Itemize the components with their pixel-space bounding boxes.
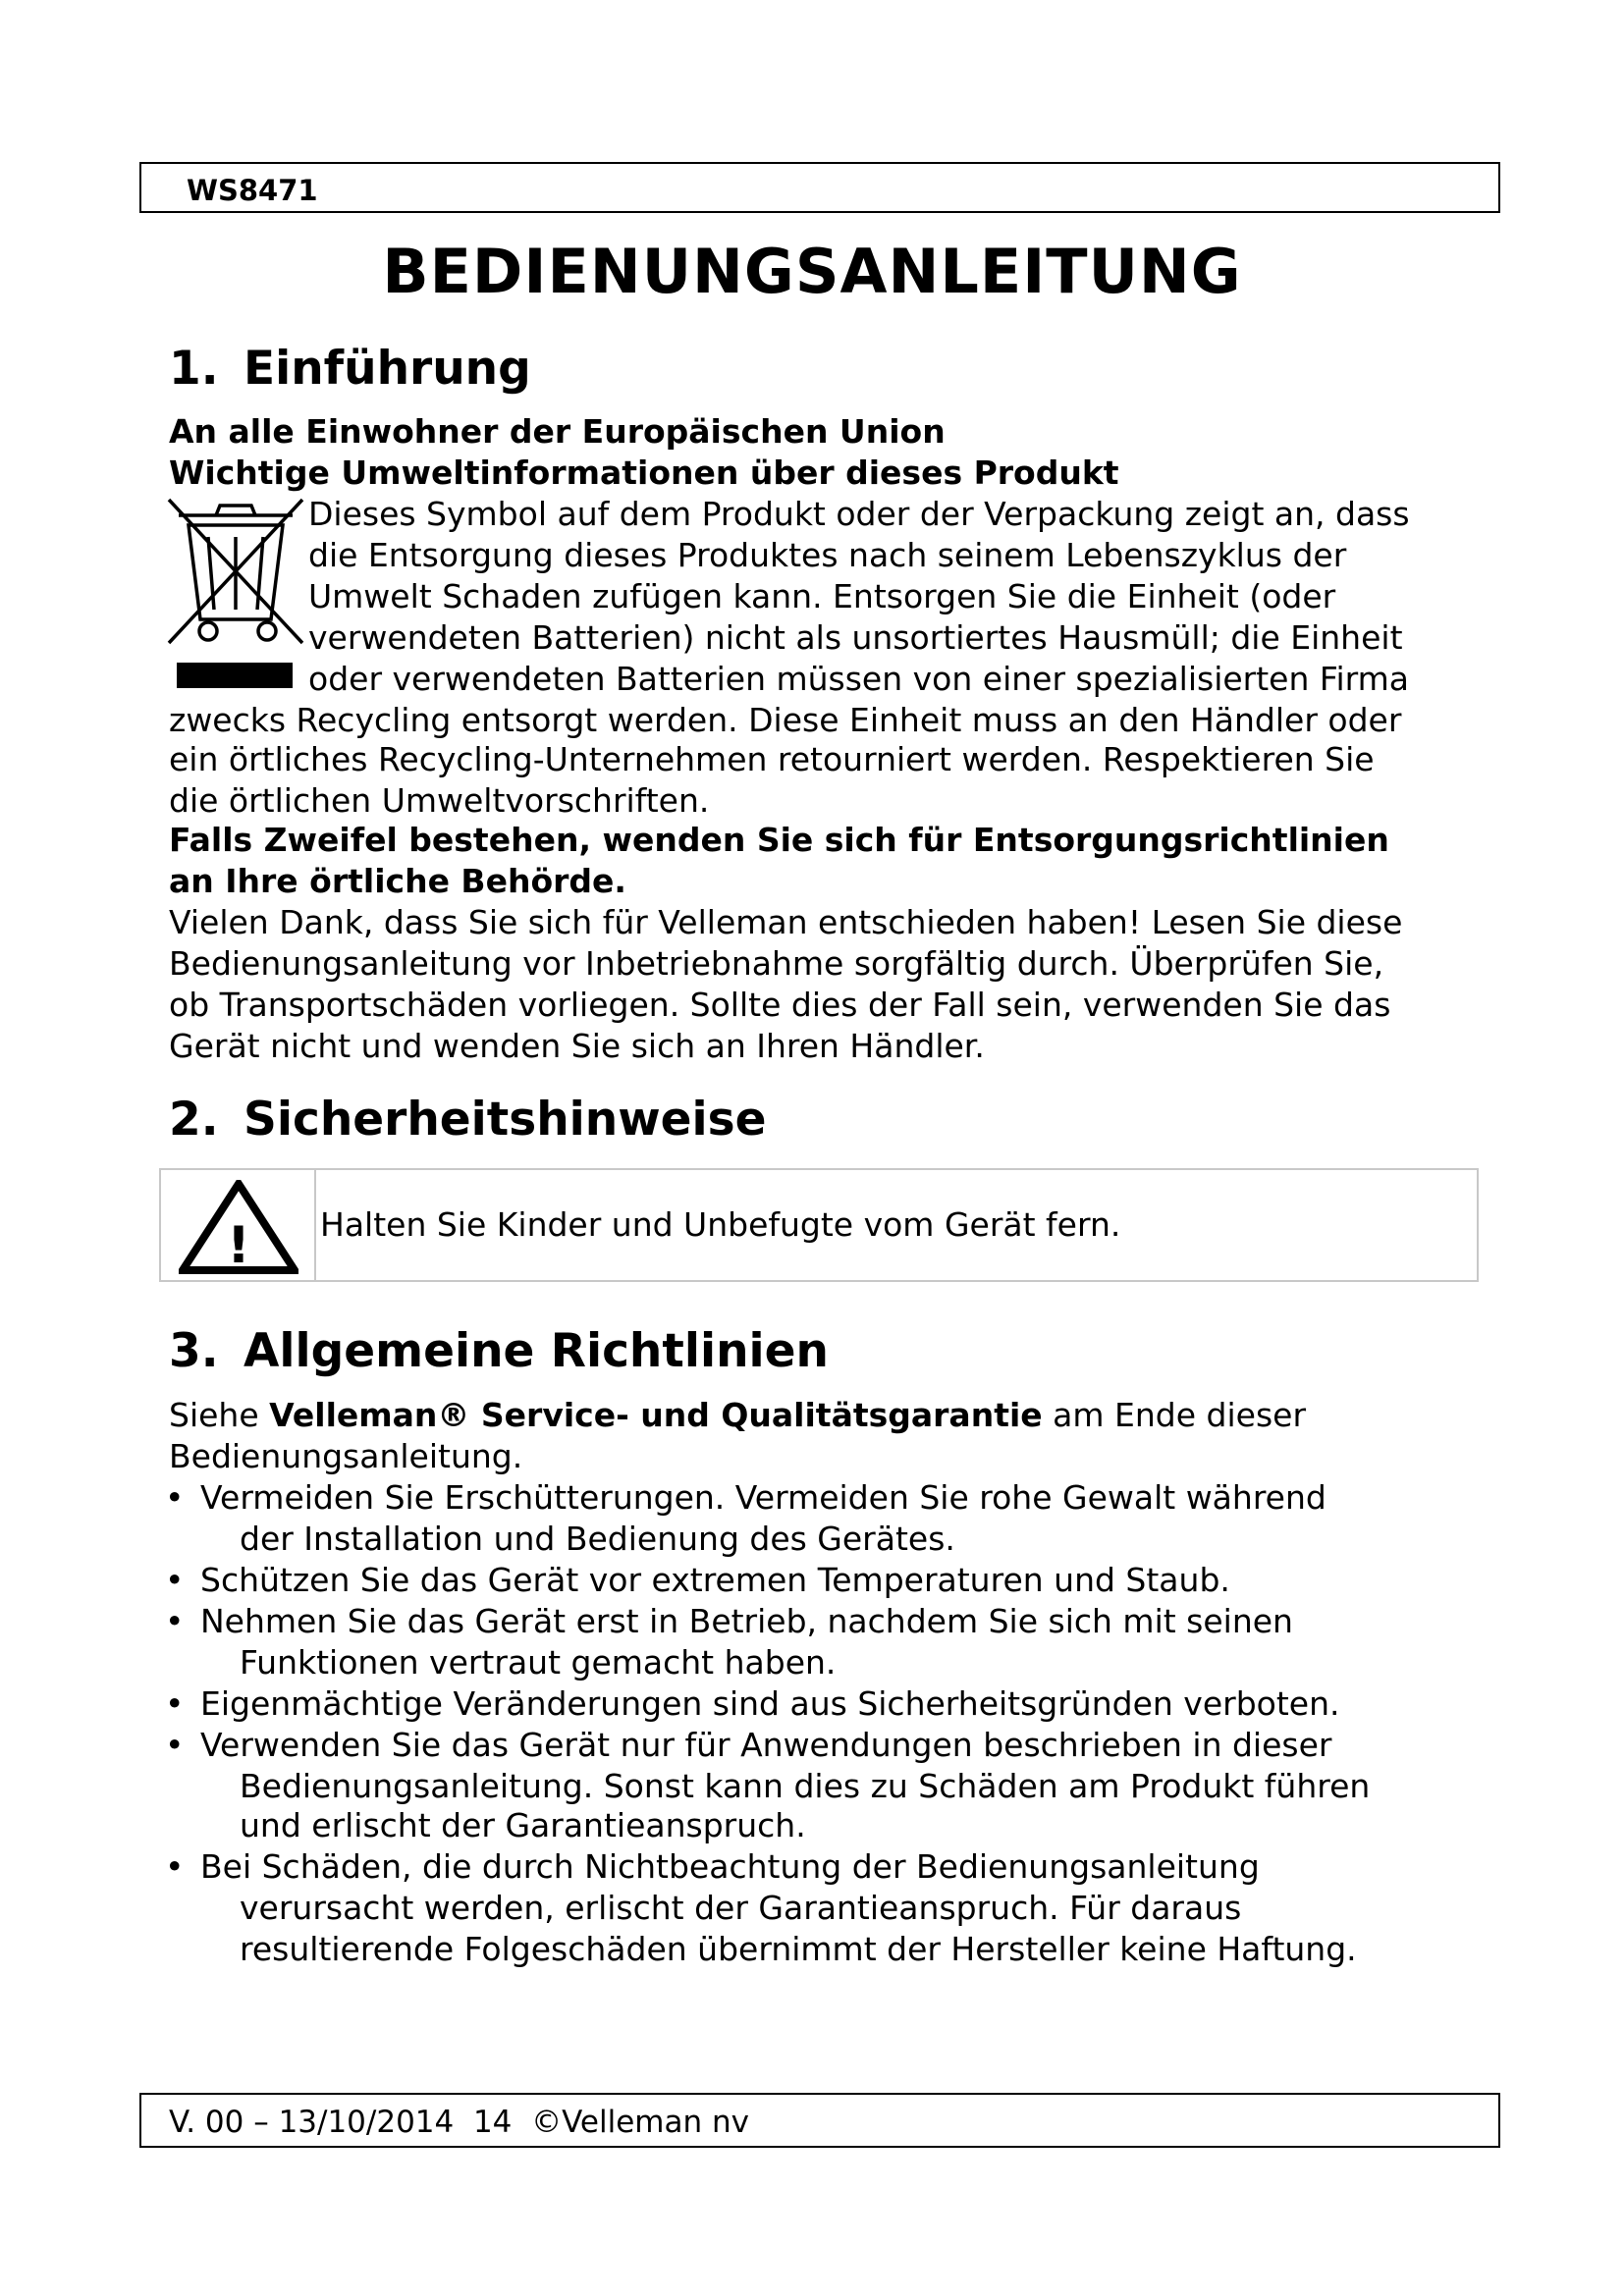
section-number: 3. (169, 1324, 219, 1378)
list-item-text: Nehmen Sie das Gerät erst in Betrieb, nachdem Sie sich mit seinen (200, 1602, 1293, 1640)
recycling-text-line: die örtlichen Umweltvorschriften. (169, 781, 710, 820)
general-intro-line (169, 1395, 1306, 1436)
recycling-text-line: zwecks Recycling entsorgt werden. Diese Einheit muss an den Händler oder (169, 701, 1402, 739)
model-number: WS8471 (187, 174, 318, 207)
intro-heading-eu: An alle Einwohner der Europäischen Union (169, 412, 946, 451)
list-item-text: Vermeiden Sie Erschütterungen. Vermeiden Sie rohe Gewalt während (200, 1478, 1326, 1517)
list-item-text: Verwenden Sie das Gerät nur für Anwendungen beschrieben in dieser (200, 1726, 1332, 1764)
list-item-text: Schützen Sie das Gerät vor extremen Temperaturen und Staub. (200, 1561, 1230, 1599)
list-item-text: Bedienungsanleitung. Sonst kann dies zu Schäden am Produkt führen (240, 1767, 1371, 1805)
bullet-dot: • (165, 1684, 185, 1723)
section-heading-3 (169, 1324, 829, 1378)
weee-text-line: verwendeten Batterien) nicht als unsortiertes Hausmüll; die Einheit (308, 618, 1403, 657)
weee-text-line: Umwelt Schaden zufügen kann. Entsorgen Sie die Einheit (oder (308, 577, 1336, 615)
thanks-text-line: Bedienungsanleitung vor Inbetriebnahme sorgfältig durch. Überprüfen Sie, (169, 944, 1384, 983)
weee-bin-icon (165, 496, 306, 692)
warning-divider (314, 1170, 316, 1280)
intro-heading-environment: Wichtige Umweltinformationen über dieses Produkt (169, 454, 1119, 492)
section-number: 2. (169, 1093, 219, 1147)
bullet-dot: • (165, 1561, 185, 1599)
thanks-text-line: ob Transportschäden vorliegen. Sollte dies der Fall sein, verwenden Sie das (169, 986, 1391, 1024)
disposal-note-line: an Ihre örtliche Behörde. (169, 862, 626, 900)
section-title: Einführung (244, 342, 531, 396)
warranty-reference: Velleman® Service- und Qualitätsgarantie (269, 1396, 1043, 1434)
warning-glyph: ! (227, 1216, 250, 1274)
section-number: 1. (169, 342, 219, 396)
bullet-dot: • (165, 1847, 185, 1886)
list-item-text: und erlischt der Garantieanspruch. (240, 1806, 806, 1844)
bullet-dot: • (165, 1726, 185, 1764)
document-title: BEDIENUNGSANLEITUNG (382, 236, 1242, 307)
section-title: Allgemeine Richtlinien (244, 1324, 829, 1378)
list-item-text: der Installation und Bedienung des Gerätes. (240, 1520, 955, 1558)
thanks-text-line: Vielen Dank, dass Sie sich für Velleman entschieden haben! Lesen Sie diese (169, 903, 1403, 941)
list-item-text: resultierende Folgeschäden übernimmt der Hersteller keine Haftung. (240, 1930, 1357, 1968)
thanks-text-line: Gerät nicht und wenden Sie sich an Ihren Händler. (169, 1027, 985, 1065)
section-title: Sicherheitshinweise (244, 1093, 767, 1147)
bullet-dot: • (165, 1478, 185, 1517)
footer-box (139, 2093, 1500, 2148)
list-item-text: verursacht werden, erlischt der Garantieanspruch. Für daraus (240, 1889, 1242, 1927)
general-intro-post: am Ende dieser (1042, 1396, 1307, 1434)
section-heading-2 (169, 1093, 767, 1147)
list-item-text: Funktionen vertraut gemacht haben. (240, 1643, 837, 1682)
weee-text-line: oder verwendeten Batterien müssen von einer spezialisierten Firma (308, 660, 1409, 698)
safety-warning-box (159, 1168, 1479, 1282)
weee-text-line: die Entsorgung dieses Produktes nach seinem Lebenszyklus der (308, 536, 1347, 574)
disposal-note-line: Falls Zweifel bestehen, wenden Sie sich für Entsorgungsrichtlinien (169, 821, 1389, 859)
general-intro-line: Bedienungsanleitung. (169, 1437, 523, 1475)
bullet-dot: • (165, 1602, 185, 1640)
list-item-text: Eigenmächtige Veränderungen sind aus Sicherheitsgründen verboten. (200, 1684, 1340, 1723)
header-box (139, 162, 1500, 213)
recycling-text-line: ein örtliches Recycling-Unternehmen retourniert werden. Respektieren Sie (169, 740, 1375, 778)
version-info: V. 00 – 13/10/2014 14 ©Velleman nv (169, 2105, 749, 2140)
warning-text: Halten Sie Kinder und Unbefugte vom Gerät fern. (320, 1205, 1121, 1244)
weee-text-line: Dieses Symbol auf dem Produkt oder der Verpackung zeigt an, dass (308, 495, 1410, 533)
general-intro-pre: Siehe (169, 1396, 270, 1434)
section-heading-1 (169, 342, 531, 396)
list-item-text: Bei Schäden, die durch Nichtbeachtung der Bedienungsanleitung (200, 1847, 1260, 1886)
warning-triangle-icon (179, 1180, 298, 1274)
